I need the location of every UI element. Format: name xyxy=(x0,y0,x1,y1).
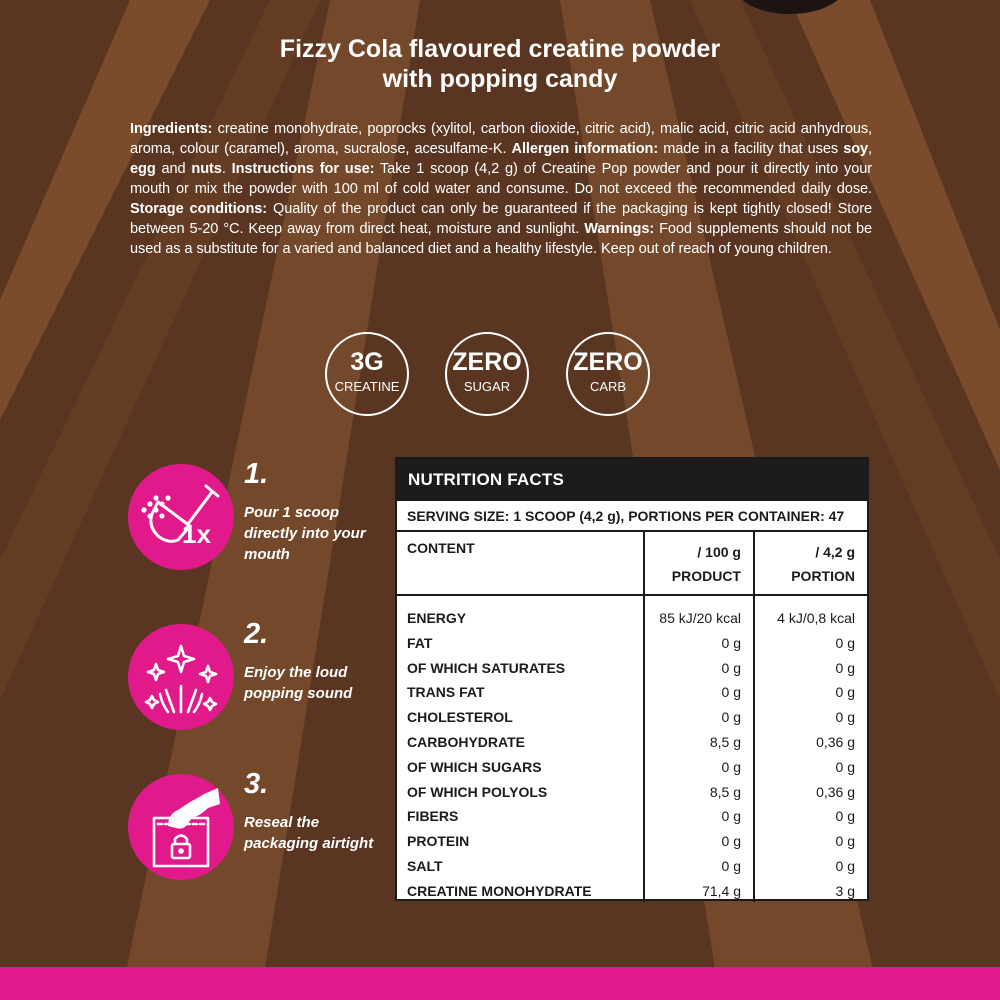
column-per-100g xyxy=(643,532,753,594)
table-row xyxy=(397,705,867,730)
table-row xyxy=(397,854,867,879)
row-per-portion: 0 g xyxy=(835,634,855,651)
instructions-label: Instructions for use: xyxy=(231,161,375,177)
nutrition-rows xyxy=(397,596,867,904)
step-3 xyxy=(128,770,378,880)
row-name: CHOLESTEROL xyxy=(407,709,513,726)
allergen-text-1: made in a facility that uses xyxy=(658,141,844,157)
badge-creatine xyxy=(325,332,409,416)
step-2-number: 2. xyxy=(244,618,269,650)
row-per-100g: 85 kJ/20 kcal xyxy=(659,610,741,626)
step-3-number: 3. xyxy=(244,768,269,800)
allergen-text-2: . xyxy=(221,161,232,177)
table-row xyxy=(397,730,867,755)
column-per-100g-line-2: PRODUCT xyxy=(671,568,741,584)
row-name: OF WHICH SATURATES xyxy=(407,659,566,676)
table-row xyxy=(397,680,867,705)
warnings-text: Food supplements should not be used as a substitute for a varied and balanced diet and a healthy lifestyle. Keep out of reach of young children. xyxy=(130,221,872,257)
step-3-text: Reseal the packaging airtight xyxy=(244,814,374,852)
row-per-100g: 0 g xyxy=(721,634,741,651)
row-per-100g: 0 g xyxy=(721,684,741,701)
badge-sugar-label: SUGAR xyxy=(463,379,511,394)
allergen-nuts: nuts xyxy=(191,161,222,177)
row-name: PROTEIN xyxy=(407,833,470,850)
badge-creatine-label: CREATINE xyxy=(334,379,400,394)
step-1-number: 1. xyxy=(244,458,269,490)
row-per-portion: 0 g xyxy=(835,709,855,726)
row-per-portion: 3 g xyxy=(835,882,855,899)
row-per-100g: 71,4 g xyxy=(702,882,741,899)
warnings-label: Warnings: xyxy=(584,221,655,237)
row-name: CARBOHYDRATE xyxy=(407,733,525,750)
allergen-egg: egg xyxy=(130,161,156,177)
row-per-portion: 0 g xyxy=(835,833,855,850)
row-name: OF WHICH POLYOLS xyxy=(407,783,548,800)
table-row xyxy=(397,829,867,854)
row-per-portion: 4 kJ/0,8 kcal xyxy=(777,610,855,626)
table-row xyxy=(397,631,867,656)
allergen-sep-2: and xyxy=(155,161,192,177)
allergen-label: Allergen information: xyxy=(511,141,659,157)
step-2 xyxy=(128,620,378,730)
row-per-portion: 0 g xyxy=(835,758,855,775)
table-row xyxy=(397,606,867,631)
badge-carb-value: ZERO xyxy=(573,348,643,376)
row-per-portion: 0,36 g xyxy=(816,733,855,750)
row-per-portion: 0 g xyxy=(835,684,855,701)
row-per-portion: 0,36 g xyxy=(816,783,855,800)
row-per-100g: 8,5 g xyxy=(709,733,741,750)
nutrition-facts-header: NUTRITION FACTS xyxy=(397,459,867,501)
table-row xyxy=(397,804,867,829)
nutrition-facts-table xyxy=(395,457,869,901)
row-name: FAT xyxy=(407,634,433,651)
table-row xyxy=(397,755,867,780)
row-name: SALT xyxy=(407,857,443,874)
badge-zero-sugar xyxy=(445,332,529,416)
ingredients-label: Ingredients: xyxy=(130,121,213,137)
row-per-100g: 0 g xyxy=(721,659,741,676)
allergen-soy: soy xyxy=(843,141,869,157)
usage-steps xyxy=(128,460,378,890)
instructions-text: Take 1 scoop (4,2 g) of Creatine Pop powder and pour it directly into your mouth or mix the powder with 100 ml of cold water and consume. Do not exceed the recommended daily dose. xyxy=(130,161,872,197)
column-per-portion xyxy=(753,532,867,594)
scoop-icon-label: 1x xyxy=(182,519,211,549)
fireworks-icon xyxy=(128,624,234,730)
row-name: OF WHICH SUGARS xyxy=(407,758,542,775)
row-name: ENERGY xyxy=(407,610,467,626)
column-per-portion-line-2: PORTION xyxy=(791,568,855,584)
row-per-portion: 0 g xyxy=(835,808,855,825)
ingredients-paragraph xyxy=(130,119,872,259)
row-per-100g: 0 g xyxy=(721,833,741,850)
badge-sugar-value: ZERO xyxy=(452,348,522,376)
badge-creatine-value: 3G xyxy=(350,348,384,376)
serving-size: SERVING SIZE: 1 SCOOP (4,2 g), PORTIONS PER CONTAINER: 47 xyxy=(397,501,867,532)
ingredients-text: creatine monohydrate, poprocks (xylitol, carbon dioxide, citric acid), malic acid, citric acid anhydrous, aroma, colour (caramel), aroma, sucralose, acesulfame-K. xyxy=(130,121,872,157)
step-2-text: Enjoy the loud popping sound xyxy=(244,664,353,702)
column-per-portion-line-1: / 4,2 g xyxy=(815,544,855,560)
nutrition-column-headers xyxy=(397,532,867,596)
row-per-100g: 0 g xyxy=(721,857,741,874)
step-1-text: Pour 1 scoop directly into your mouth xyxy=(244,504,366,563)
title-line-2: with popping candy xyxy=(382,65,618,93)
row-per-100g: 0 g xyxy=(721,758,741,775)
badge-carb-label: CARB xyxy=(589,379,627,394)
table-row xyxy=(397,656,867,681)
title-line-1: Fizzy Cola flavoured creatine powder xyxy=(279,35,721,63)
row-per-portion: 0 g xyxy=(835,857,855,874)
column-content: CONTENT xyxy=(407,540,475,556)
row-name: TRANS FAT xyxy=(407,684,485,701)
storage-label: Storage conditions: xyxy=(130,201,268,217)
allergen-sep-1: , xyxy=(868,141,873,157)
table-row xyxy=(397,879,867,904)
row-per-100g: 8,5 g xyxy=(709,783,741,800)
row-name: FIBERS xyxy=(407,808,459,825)
row-per-100g: 0 g xyxy=(721,808,741,825)
scoop-icon xyxy=(128,464,234,570)
claim-badges xyxy=(0,332,1000,416)
storage-text: Quality of the product can only be guaranteed if the packaging is kept tightly closed! Store between 5-20 °C. Keep away from direct heat, moisture and sunlight. xyxy=(130,201,872,237)
row-name: CREATINE MONOHYDRATE xyxy=(407,882,592,899)
badge-zero-carb xyxy=(566,332,650,416)
row-per-100g: 0 g xyxy=(721,709,741,726)
table-row xyxy=(397,780,867,805)
step-1 xyxy=(128,460,378,570)
column-per-100g-line-1: / 100 g xyxy=(697,544,741,560)
reseal-pouch-icon xyxy=(128,774,234,880)
bottom-accent-bar xyxy=(0,967,1000,1000)
row-per-portion: 0 g xyxy=(835,659,855,676)
product-title xyxy=(150,34,850,94)
